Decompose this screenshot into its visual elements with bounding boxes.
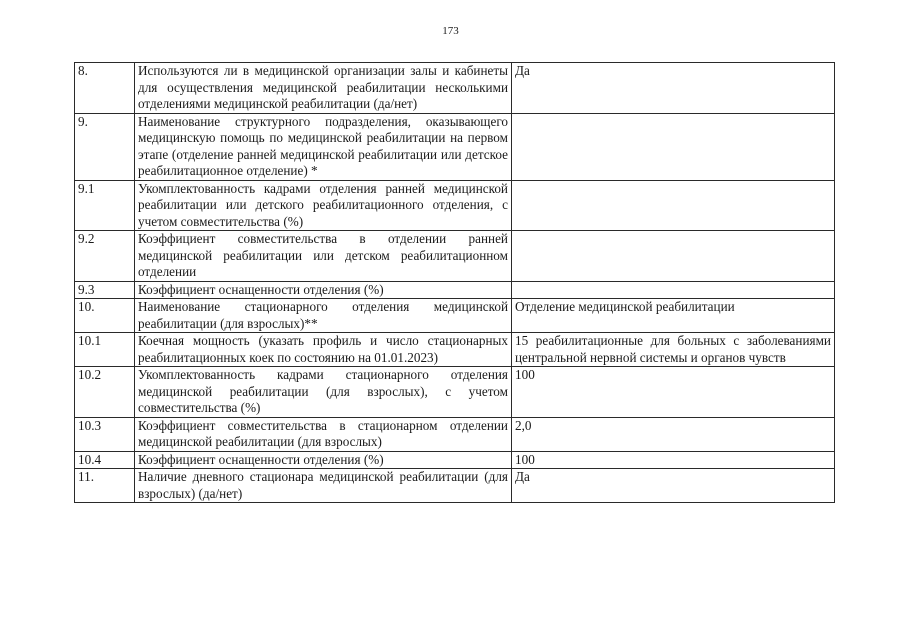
row-number: 9.1 — [75, 180, 135, 231]
table-row — [75, 451, 835, 469]
row-description: Коэффициент оснащенности отделения (%) — [135, 451, 512, 469]
row-value — [512, 113, 835, 180]
row-number: 8. — [75, 63, 135, 114]
row-number: 10.2 — [75, 367, 135, 418]
rehabilitation-table — [74, 62, 835, 503]
row-number: 10.4 — [75, 451, 135, 469]
table-row — [75, 417, 835, 451]
table-row — [75, 469, 835, 503]
row-value: 2,0 — [512, 417, 835, 451]
row-value: Да — [512, 63, 835, 114]
table-row — [75, 180, 835, 231]
row-number: 9. — [75, 113, 135, 180]
row-value: 15 реабилитационные для больных с заболеваниями центральной нервной системы и органов чувств — [512, 333, 835, 367]
table-row — [75, 333, 835, 367]
row-description: Коэффициент совместительства в отделении ранней медицинской реабилитации или детском реабилитационном отделении — [135, 231, 512, 282]
row-value — [512, 281, 835, 299]
table-row — [75, 231, 835, 282]
row-description: Наименование структурного подразделения, оказывающего медицинскую помощь по медицинской реабилитации на первом этапе (отделение ранней медицинской реабилитации или детское реабилитационное отделение) * — [135, 113, 512, 180]
row-number: 10.1 — [75, 333, 135, 367]
row-value — [512, 231, 835, 282]
table-row — [75, 281, 835, 299]
row-value — [512, 180, 835, 231]
row-value: Отделение медицинской реабилитации — [512, 299, 835, 333]
row-value: 100 — [512, 451, 835, 469]
row-description: Укомплектованность кадрами стационарного отделения медицинской реабилитации (для взрослых), с учетом совместительства (%) — [135, 367, 512, 418]
row-description: Коэффициент совместительства в стационарном отделении медицинской реабилитации (для взрослых) — [135, 417, 512, 451]
table-row — [75, 113, 835, 180]
table-row — [75, 367, 835, 418]
row-number: 10.3 — [75, 417, 135, 451]
table-row — [75, 299, 835, 333]
row-number: 11. — [75, 469, 135, 503]
row-description: Коэффициент оснащенности отделения (%) — [135, 281, 512, 299]
row-number: 10. — [75, 299, 135, 333]
row-description: Наличие дневного стационара медицинской реабилитации (для взрослых) (да/нет) — [135, 469, 512, 503]
row-description: Используются ли в медицинской организации залы и кабинеты для осуществления медицинской реабилитации несколькими отделениями медицинской реабилитации (да/нет) — [135, 63, 512, 114]
row-description: Наименование стационарного отделения медицинской реабилитации (для взрослых)** — [135, 299, 512, 333]
row-value: Да — [512, 469, 835, 503]
row-description: Коечная мощность (указать профиль и число стационарных реабилитационных коек по состоянию на 01.01.2023) — [135, 333, 512, 367]
row-value: 100 — [512, 367, 835, 418]
row-number: 9.3 — [75, 281, 135, 299]
table-row — [75, 63, 835, 114]
page-number: 173 — [442, 25, 459, 37]
row-number: 9.2 — [75, 231, 135, 282]
row-description: Укомплектованность кадрами отделения ранней медицинской реабилитации или детского реабилитационного отделения, с учетом совместительства (%) — [135, 180, 512, 231]
